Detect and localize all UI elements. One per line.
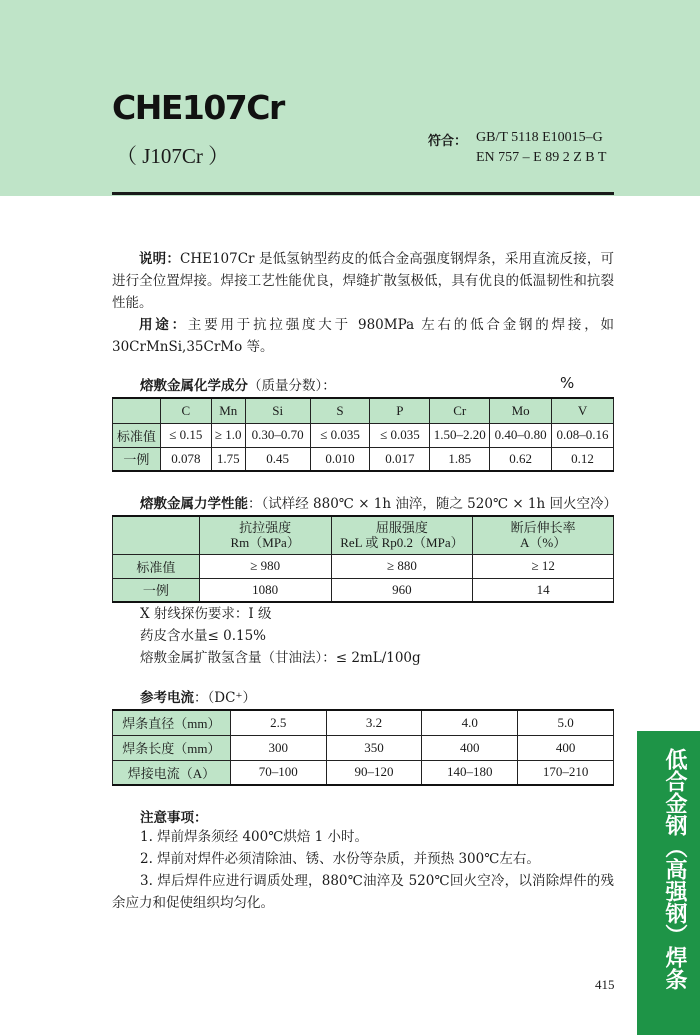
table-cell: C — [160, 398, 211, 423]
table-cell: 焊条直径（mm） — [113, 710, 231, 735]
mechanical-heading — [140, 492, 617, 512]
table-cell — [473, 516, 614, 554]
description-label: 说明： — [139, 251, 180, 267]
table-cell: 0.30–0.70 — [245, 423, 310, 447]
table-cell: Cr — [430, 398, 490, 423]
page-number: 415 — [595, 977, 615, 992]
mechanical-heading-label: 熔敷金属力学性能 — [140, 496, 248, 512]
column-name: 屈服强度 — [375, 520, 428, 536]
table-cell: 350 — [326, 735, 422, 760]
table-cell: 焊条长度（mm） — [113, 735, 231, 760]
table-cell: V — [552, 398, 614, 423]
side-category-label: 低合金钢（高强钢）焊条 — [662, 748, 687, 990]
column-unit: ReL 或 Rp0.2（MPa） — [340, 535, 464, 551]
table-cell: ≤ 0.035 — [310, 423, 370, 447]
table-cell: 400 — [518, 735, 614, 760]
table-cell: ≥ 1.0 — [211, 423, 245, 447]
current-heading — [140, 686, 256, 706]
table-cell: Si — [245, 398, 310, 423]
table-cell: 0.078 — [160, 447, 211, 471]
table-cell: 焊接电流（A） — [113, 760, 231, 785]
usage-text: 主要用于抗拉强度大于 980MPa 左右的低合金钢的焊接，如 30CrMnSi,35CrMo 等。 — [112, 317, 615, 355]
table-cell: 1.50–2.20 — [430, 423, 490, 447]
chemistry-unit: % — [560, 374, 575, 392]
table-cell: 0.010 — [310, 447, 370, 471]
table-row — [113, 735, 614, 760]
chemistry-heading-suffix: （质量分数）： — [248, 378, 336, 394]
table-cell: 170–210 — [518, 760, 614, 785]
table-cell: ≤ 0.035 — [370, 423, 430, 447]
usage-label: 用途： — [139, 317, 188, 333]
table-cell: 4.0 — [422, 710, 518, 735]
header-band — [0, 0, 700, 196]
table-cell — [331, 516, 473, 554]
column-name: 断后伸长率 — [510, 520, 576, 536]
current-heading-label: 参考电流 — [140, 690, 194, 706]
current-heading-suffix: ：（DC⁺） — [194, 690, 257, 706]
table-cell: 0.40–0.80 — [490, 423, 552, 447]
table-cell: 5.0 — [518, 710, 614, 735]
table-cell: 0.62 — [490, 447, 552, 471]
product-subtitle: （ J107Cr ） — [116, 144, 230, 168]
header-divider — [112, 192, 614, 195]
caution-item: 1. 焊前焊条须经 400℃烘焙 1 小时。 — [140, 829, 369, 845]
description-text: CHE107Cr 是低氢钠型药皮的低合金高强度钢焊条，采用直流反接，可进行全位置焊接。焊接工艺性能优良，焊缝扩散氢极低，具有优良的低温韧性和抗裂性能。 — [112, 251, 615, 311]
table-cell: 1.75 — [211, 447, 245, 471]
table-cell: P — [370, 398, 430, 423]
table-cell: 1.85 — [430, 447, 490, 471]
table-row — [113, 447, 614, 471]
note-item: X 射线探伤要求：I 级 — [140, 606, 272, 622]
table-cell: ≥ 12 — [473, 554, 614, 578]
description-paragraph — [112, 248, 614, 314]
table-cell: 14 — [473, 578, 614, 602]
note-item: 药皮含水量≤ 0.15% — [140, 628, 266, 644]
table-cell: 0.017 — [370, 447, 430, 471]
table-cell: 1080 — [199, 578, 331, 602]
table-cell: 一例 — [113, 578, 200, 602]
table-cell: 2.5 — [230, 710, 326, 735]
table-header-row — [113, 516, 614, 554]
mechanical-notes — [140, 603, 421, 669]
table-cell: 0.08–0.16 — [552, 423, 614, 447]
note-item: 熔敷金属扩散氢含量（甘油法）：≤ 2mL/100g — [140, 650, 421, 666]
table-cell — [113, 516, 200, 554]
table-cell: S — [310, 398, 370, 423]
table-cell: 0.12 — [552, 447, 614, 471]
table-row — [113, 423, 614, 447]
table-cell: 标准值 — [113, 423, 161, 447]
product-title: CHE107Cr — [112, 88, 284, 127]
chemistry-table — [112, 397, 614, 472]
table-cell: 3.2 — [326, 710, 422, 735]
table-cell: 70–100 — [230, 760, 326, 785]
table-cell: 300 — [230, 735, 326, 760]
table-row — [113, 578, 614, 602]
column-name: 抗拉强度 — [239, 520, 292, 536]
table-cell: 400 — [422, 735, 518, 760]
table-row — [113, 760, 614, 785]
cautions-heading: 注意事项： — [140, 810, 208, 826]
table-cell: ≥ 980 — [199, 554, 331, 578]
cautions-list — [140, 826, 540, 870]
table-header-row — [113, 398, 614, 423]
mechanical-heading-suffix: ：（试样经 880℃ × 1h 油淬，随之 520℃ × 1h 回火空冷） — [248, 496, 618, 512]
table-cell: ≤ 0.15 — [160, 423, 211, 447]
column-unit: A（%） — [520, 535, 567, 551]
table-cell — [199, 516, 331, 554]
table-cell: 标准值 — [113, 554, 200, 578]
usage-paragraph — [112, 314, 614, 358]
caution-item: 2. 焊前对焊件必须清除油、锈、水份等杂质，并预热 300℃左右。 — [140, 851, 540, 867]
table-cell: 960 — [331, 578, 473, 602]
table-cell: 0.45 — [245, 447, 310, 471]
standard-line: GB/T 5118 E10015–G — [476, 130, 603, 145]
table-cell: 90–120 — [326, 760, 422, 785]
table-cell: 一例 — [113, 447, 161, 471]
chemistry-heading-label: 熔敷金属化学成分 — [140, 378, 248, 394]
table-cell: Mo — [490, 398, 552, 423]
table-cell — [113, 398, 161, 423]
mechanical-table — [112, 515, 614, 603]
table-cell: Mn — [211, 398, 245, 423]
table-cell: 140–180 — [422, 760, 518, 785]
column-unit: Rm（MPa） — [230, 535, 300, 551]
chemistry-heading — [140, 374, 336, 394]
table-row — [113, 554, 614, 578]
standard-label: 符合： — [428, 134, 468, 149]
current-table — [112, 709, 614, 786]
table-row — [113, 710, 614, 735]
table-cell: ≥ 880 — [331, 554, 473, 578]
standard-line: EN 757 – E 89 2 Z B T — [476, 150, 607, 165]
caution-item: 3. 焊后焊件应进行调质处理，880℃油淬及 520℃回火空冷，以消除焊件的残余应力和促使组织均匀化。 — [112, 873, 614, 911]
